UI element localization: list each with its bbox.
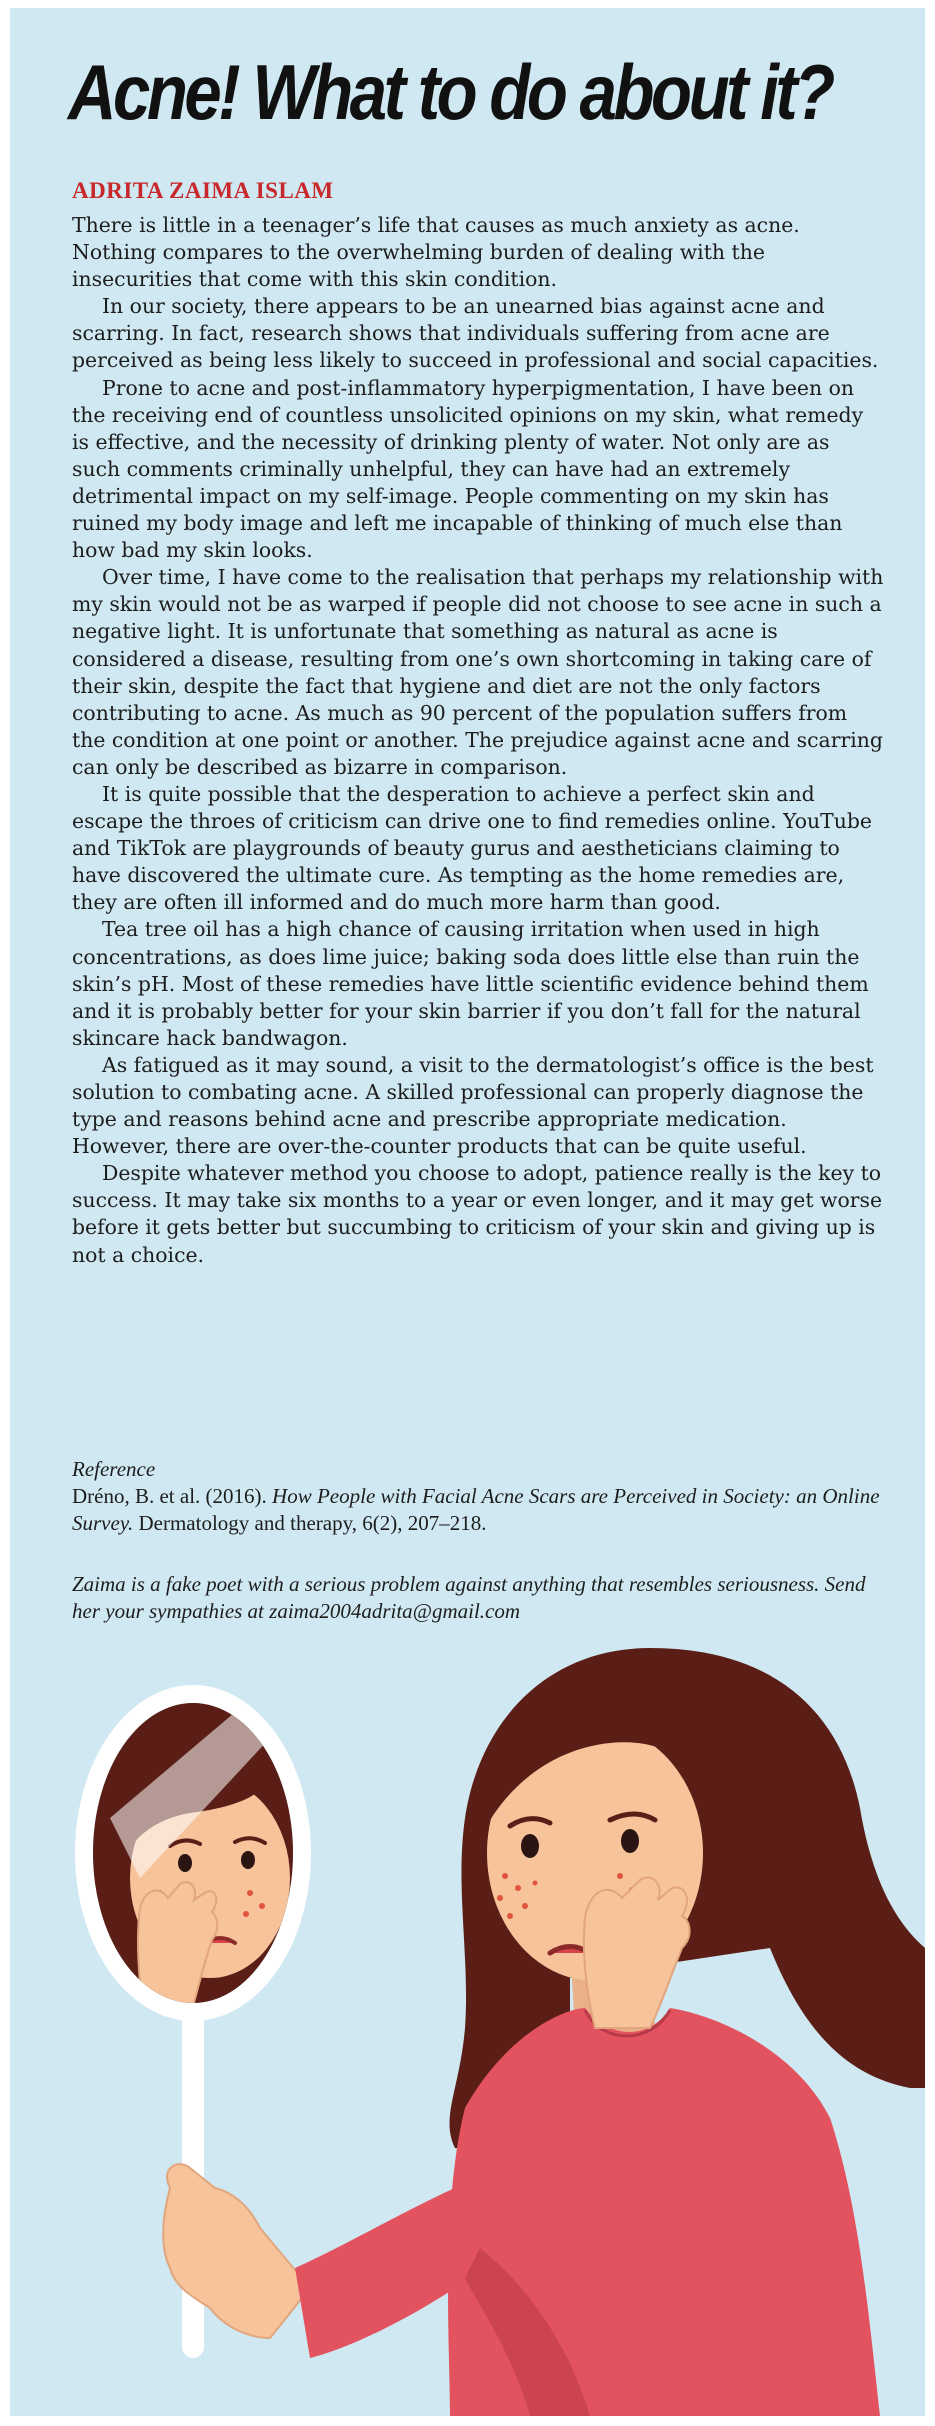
reference-heading: Reference [72, 1457, 156, 1481]
woman-sleeve [295, 2188, 455, 2358]
paragraph: As fatigued as it may sound, a visit to the dermatologist’s office is the best solution to combating acne. A skilled professional can properly diagnose the type and reasons behind acne and prescribe appropriate medication. However, there are over-the-counter products that can be quite useful. [72, 1052, 874, 1159]
woman-eye-right [621, 1829, 639, 1853]
paragraph: It is quite possible that the desperation to achieve a perfect skin and escape the throes of criticism can drive one to find remedies online. YouTube and TikTok are playgrounds of beauty gurus and aestheticians claiming to have discovered the ultimate cure. As tempting as the home remedies are, they are often ill informed and do much more harm than good. [72, 781, 873, 915]
article-panel [10, 8, 925, 2416]
reference-authors: Dréno, B. et al. (2016). [72, 1484, 267, 1508]
author-byline: ADRITA ZAIMA ISLAM [72, 178, 334, 203]
article-title: Acne! What to do about it? [68, 48, 832, 136]
paragraph: Tea tree oil has a high chance of causing irritation when used in high concentrations, as does lime juice; baking soda does little else than ruin the skin’s pH. Most of these remedies have little scientific evidence behind them and it is probably better for your skin barrier if you don’t fall for the natural skincare hack bandwagon. [72, 917, 869, 1050]
author-bio: Zaima is a fake poet with a serious problem against anything that resembles seriousness. Send her your sympathies at zaima2004adrita@gmail.com [72, 1572, 866, 1623]
woman-eye-left [521, 1834, 539, 1858]
reference-source: Dermatology and therapy, 6(2), 207–218. [138, 1511, 487, 1535]
article-body [72, 212, 884, 1269]
woman-hand [584, 1877, 690, 2028]
reference-citation [72, 1483, 884, 1537]
acne-mirror-illustration [10, 1648, 925, 2416]
paragraph: In our society, there appears to be an unearned bias against acne and scarring. In fact, research shows that individuals suffering from acne are perceived as being less likely to succeed in professional and social capacities. [72, 294, 879, 373]
paragraph: Prone to acne and post-inflammatory hyperpigmentation, I have been on the receiving end of countless unsolicited opinions on my skin, what remedy is effective, and the necessity of drinking plenty of water. Not only are as such comments criminally unhelpful, they can have had an extremely detrimental impact on my self-image. People commenting on my skin has ruined my body image and left me incapable of thinking of much else than how bad my skin looks. [72, 375, 864, 563]
paragraph: Despite whatever method you choose to adopt, patience really is the key to success. It may take six months to a year or even longer, and it may get worse before it gets better but succumbing to criticism of your skin and giving up is not a choice. [72, 1161, 883, 1267]
paragraph: Over time, I have come to the realisation that perhaps my relationship with my skin would not be as warped if people did not choose to see acne in such a negative light. It is unfortunate that something as natural as acne is considered a disease, resulting from one’s own shortcoming in taking care of their skin, despite the fact that hygiene and diet are not the only factors contributing to acne. As much as 90 percent of the population suffers from the condition at one point or another. The prejudice against acne and scarring can only be described as bizarre in comparison. [72, 565, 884, 779]
paragraph: There is little in a teenager’s life that causes as much anxiety as acne. Nothing compares to the overwhelming burden of dealing with the insecurities that come with this skin condition. [72, 213, 800, 292]
reference-section [72, 1456, 884, 1537]
reference-title: How People with Facial Acne Scars are Perceived in Society: an Online Survey. [72, 1484, 880, 1535]
